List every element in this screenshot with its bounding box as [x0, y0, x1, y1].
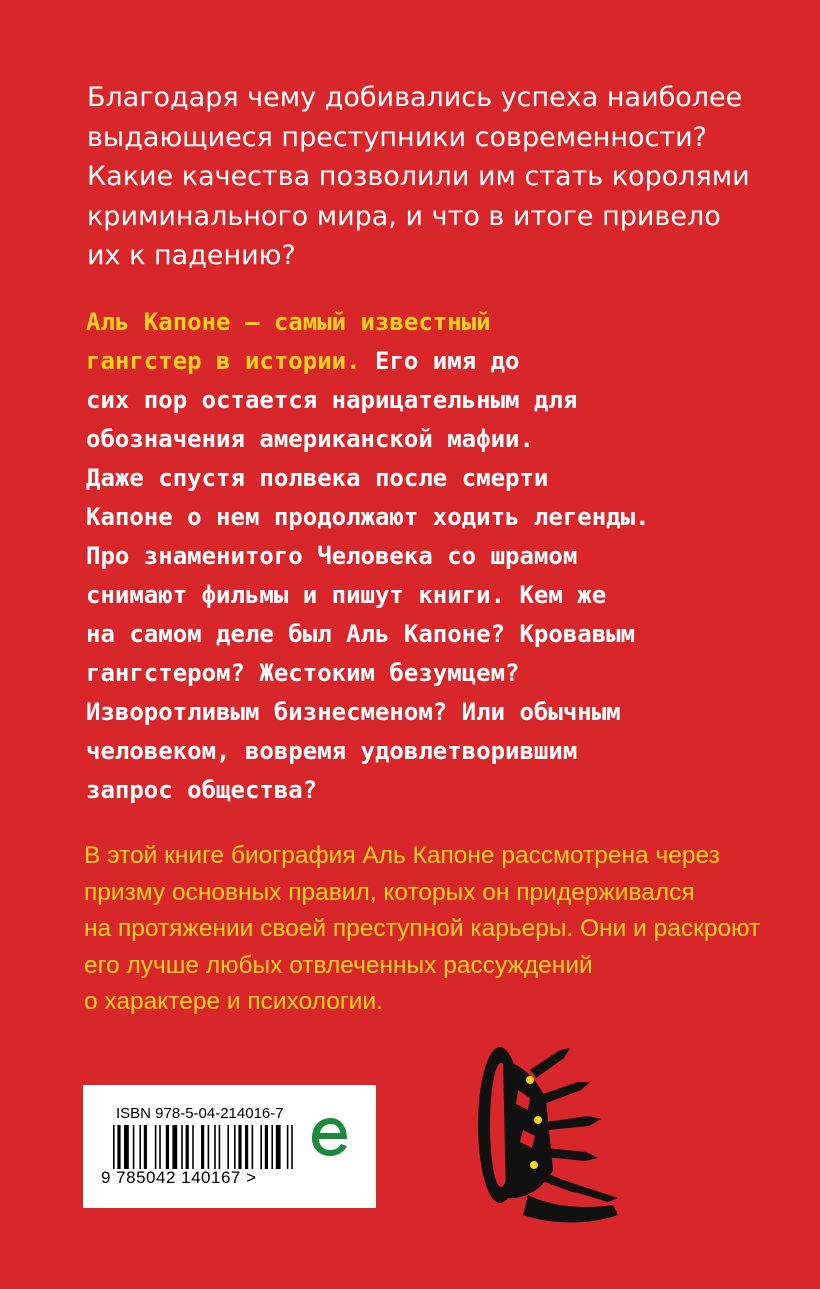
body-line: человеком, вовремя удовлетворившим [86, 737, 578, 765]
body-line: Капоне о нем продолжают ходить легенды. [86, 503, 650, 531]
summary-line: призму основных правил, которых он придерживался [84, 878, 695, 906]
publisher-name: ЭКСМО [314, 1170, 357, 1182]
intro-line: их к падению? [87, 240, 296, 271]
capone-paragraph [86, 303, 736, 810]
intro-paragraph [87, 78, 767, 276]
body-line: обозначения американской мафии. [86, 425, 534, 453]
body-line: снимают фильмы и пишут книги. Кем же [86, 581, 607, 609]
body-line: Изворотливым бизнесменом? Или обычным [86, 698, 621, 726]
eksmo-logo-icon [300, 1108, 362, 1170]
summary-line: на протяжении своей преступной карьеры. Они и раскроют [84, 915, 761, 942]
summary-line: о характере и психологии. [84, 988, 383, 1015]
body-line: Про знаменитого Человека со шрамом [86, 542, 578, 570]
intro-line: Какие качества позволили им стать королями [87, 161, 750, 192]
body-line: Даже спустя полвека после смерти [86, 464, 549, 492]
isbn-text: ISBN 978-5-04-214016-7 [116, 1105, 284, 1122]
body-line: запрос общества? [86, 776, 318, 804]
body-line: на самом деле был Аль Капоне? Кровавым [86, 620, 636, 648]
intro-line: Благодаря чему добивались успеха наиболее [87, 82, 743, 113]
highlight-line: гангстер в истории. [86, 347, 361, 375]
intro-line: выдающиеся преступники современности? [87, 121, 707, 153]
highlight-line: Аль Капоне – самый известный [86, 308, 491, 336]
barcode-digits: 9 785042 140167 > [101, 1168, 257, 1187]
summary-paragraph [84, 838, 784, 1021]
crown-of-bullets-icon [468, 1020, 638, 1235]
summary-line: В этой книге биография Аль Капоне рассмотрена через [84, 842, 720, 869]
body-line: сих пор остается нарицательным для [86, 386, 578, 414]
body-line: Его имя до [360, 347, 520, 375]
body-line: гангстером? Жестоким безумцем? [86, 659, 520, 687]
summary-line: его лучше любых отвлеченных рассуждений [84, 951, 593, 979]
intro-line: криминального мира, и что в итоге привело [87, 200, 721, 232]
